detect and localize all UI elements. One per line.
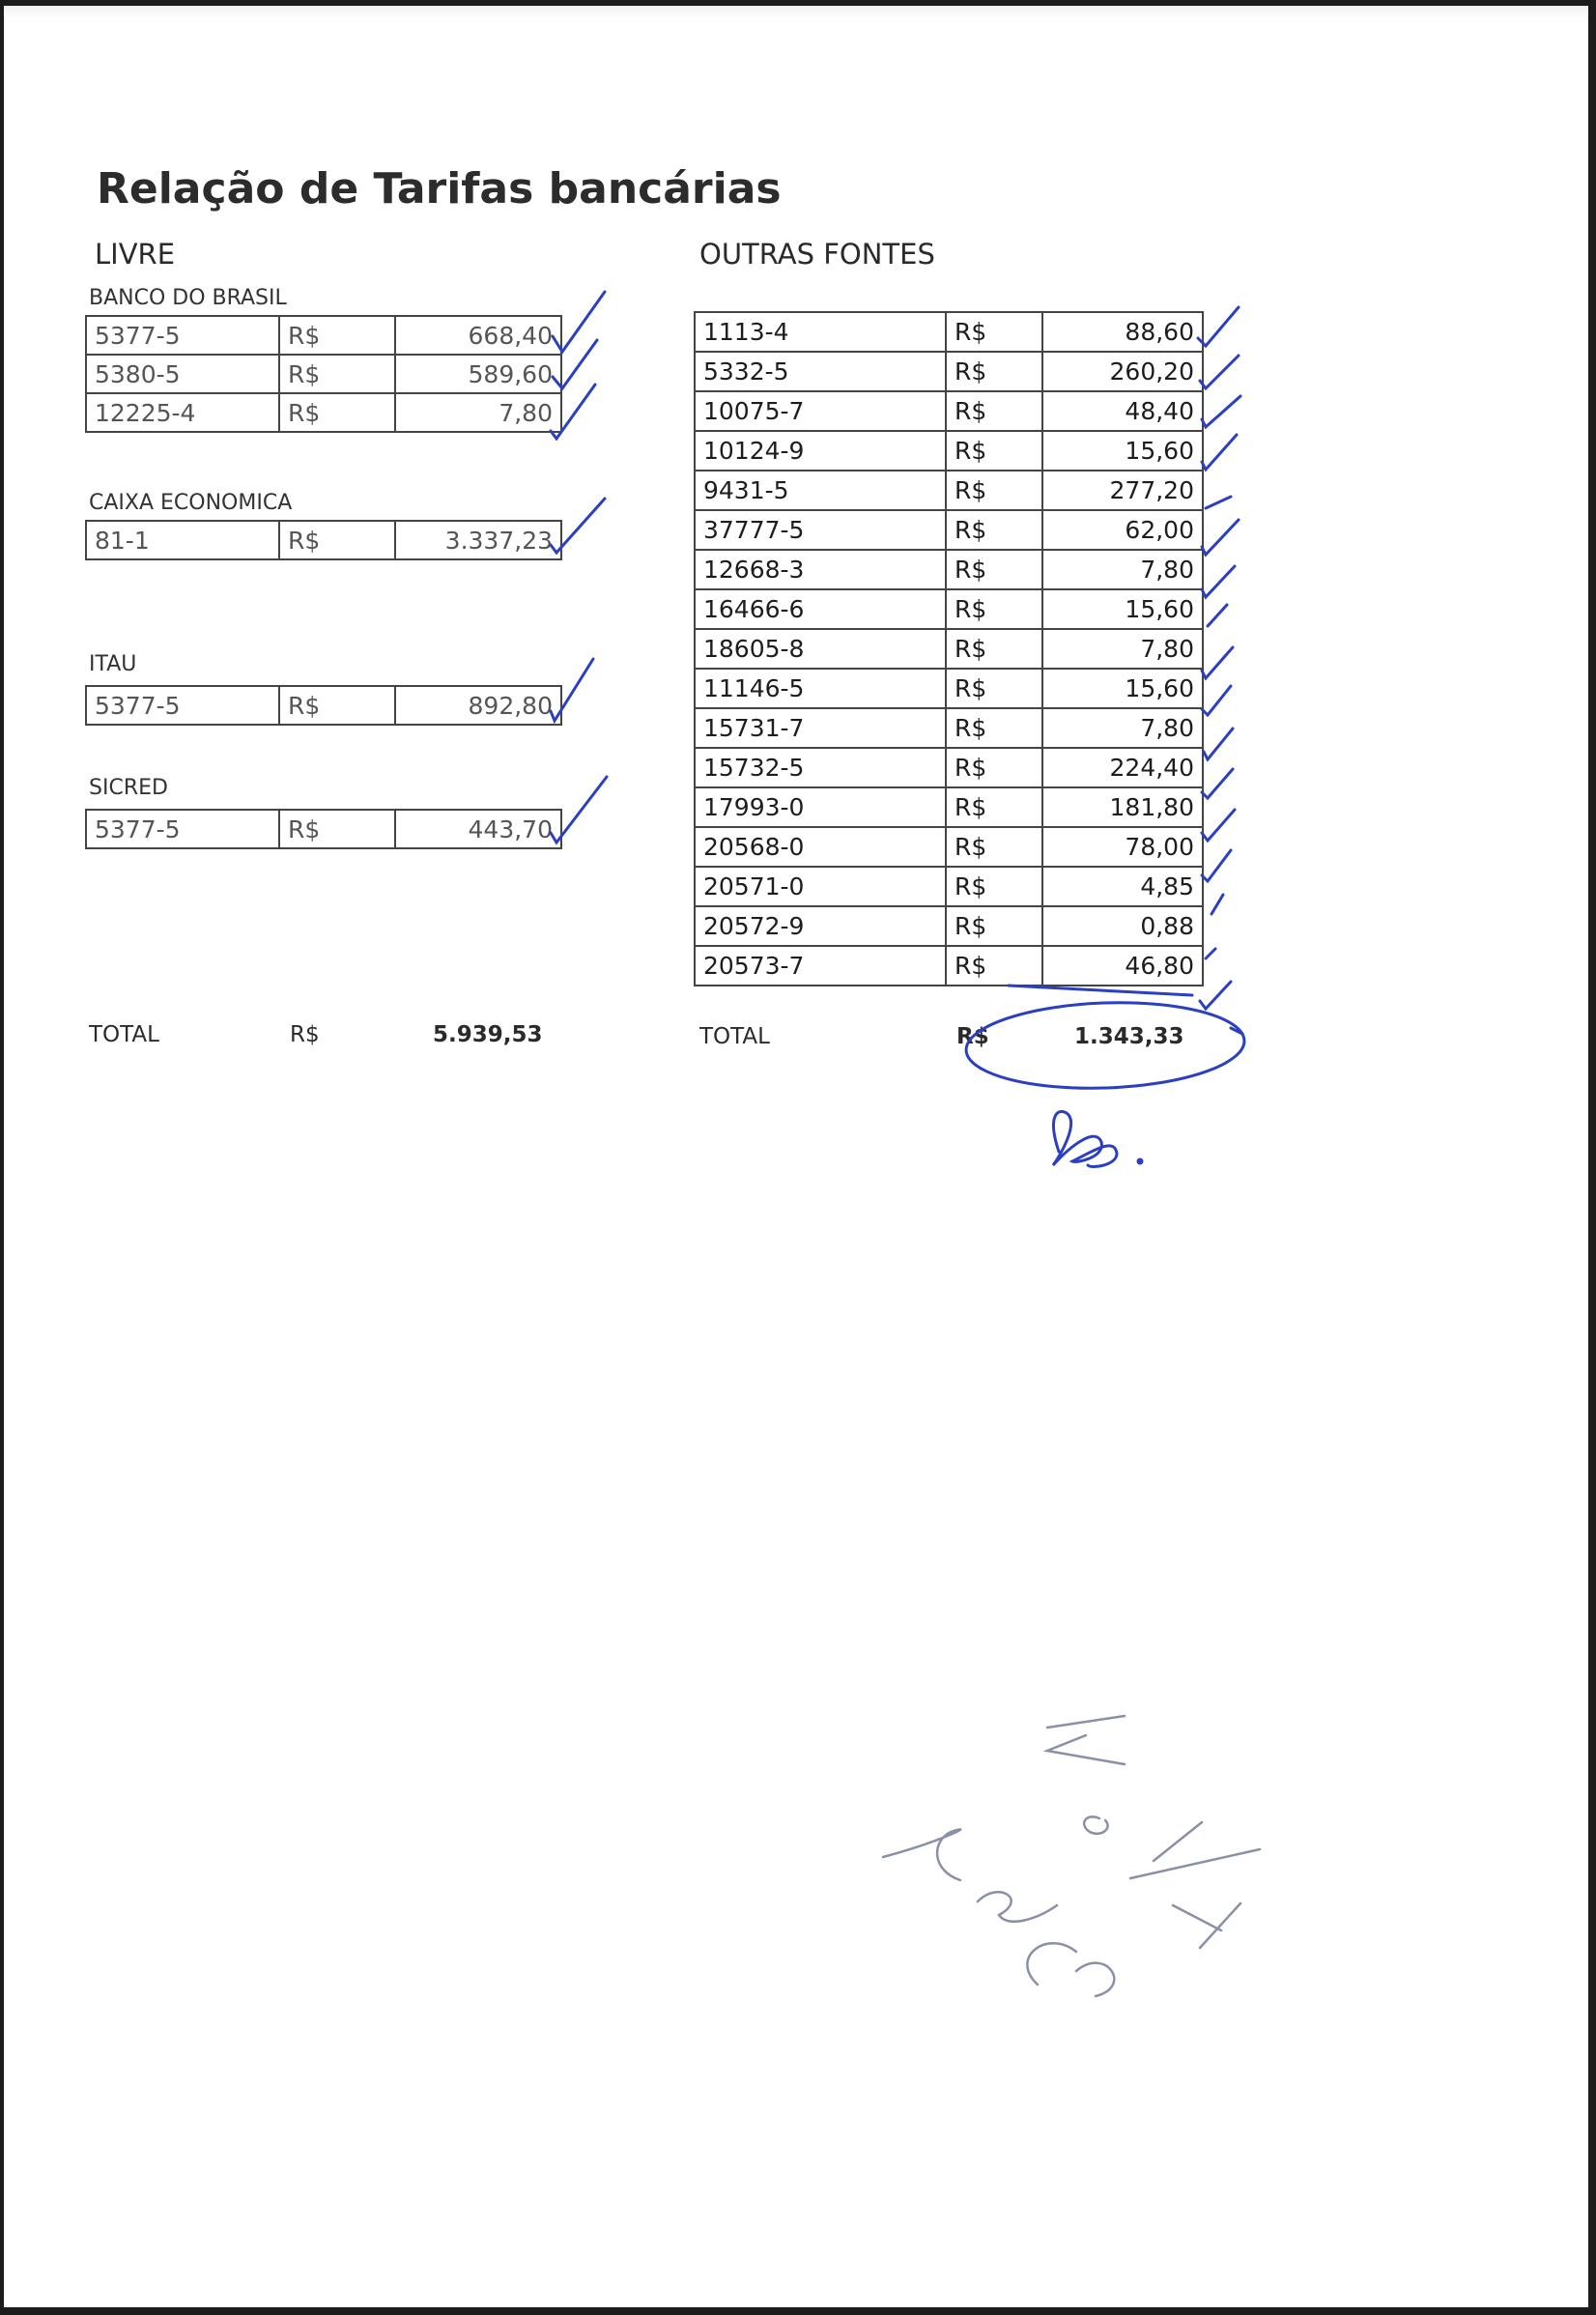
strike-through — [1009, 986, 1192, 995]
amount-cell: 7,80 — [1042, 708, 1203, 748]
account-cell: 12668-3 — [695, 550, 946, 589]
account-cell: 5377-5 — [86, 686, 279, 725]
scanned-page — [4, 6, 1588, 2307]
amount-cell: 3.337,23 — [395, 521, 561, 559]
account-cell: 5377-5 — [86, 810, 279, 848]
currency-cell: R$ — [946, 510, 1042, 550]
table-row — [86, 316, 561, 355]
note-letter — [1084, 1816, 1107, 1833]
amount-cell: 0,88 — [1042, 906, 1203, 946]
table-row — [695, 550, 1203, 589]
currency-cell: R$ — [279, 355, 395, 393]
account-cell: 11146-5 — [695, 669, 946, 708]
currency-cell: R$ — [946, 352, 1042, 391]
checkmark — [1211, 895, 1223, 914]
checkmark — [1206, 497, 1231, 508]
table-row — [695, 946, 1203, 986]
currency-cell: R$ — [946, 431, 1042, 471]
initials — [1053, 1111, 1117, 1166]
currency-cell: R$ — [946, 629, 1042, 669]
table-row — [695, 352, 1203, 391]
table-row — [695, 589, 1203, 629]
itau-table — [85, 685, 562, 726]
page-title: Relação de Tarifas bancárias — [97, 164, 782, 214]
table-row — [695, 708, 1203, 748]
account-cell: 15732-5 — [695, 748, 946, 787]
currency-cell: R$ — [946, 550, 1042, 589]
amount-cell: 7,80 — [1042, 629, 1203, 669]
amount-cell: 7,80 — [395, 393, 561, 432]
checkmark — [1202, 769, 1233, 798]
account-cell: 17993-0 — [695, 787, 946, 827]
pencil-note — [883, 1716, 1260, 1996]
amount-cell: 443,70 — [395, 810, 561, 848]
currency-cell: R$ — [946, 708, 1042, 748]
bank-label-caixa-economica: CAIXA ECONOMICA — [89, 491, 293, 515]
checkmark — [1202, 850, 1231, 881]
currency-cell: R$ — [946, 946, 1042, 986]
table-row — [695, 431, 1203, 471]
amount-cell: 48,40 — [1042, 391, 1203, 431]
currency-cell: R$ — [946, 867, 1042, 906]
checkmark — [1202, 520, 1239, 555]
account-cell: 20573-7 — [695, 946, 946, 986]
checkmark — [1202, 810, 1235, 841]
currency-cell: R$ — [946, 787, 1042, 827]
table-row — [695, 391, 1203, 431]
checkmark — [1204, 729, 1233, 759]
currency-cell: R$ — [946, 589, 1042, 629]
account-cell: 5380-5 — [86, 355, 279, 393]
livre-total-amount: 5.939,53 — [433, 1022, 543, 1047]
note-letters — [1173, 1903, 1240, 1948]
account-cell: 10075-7 — [695, 391, 946, 431]
initials-dot — [1138, 1159, 1142, 1163]
account-cell: 20571-0 — [695, 867, 946, 906]
amount-cell: 181,80 — [1042, 787, 1203, 827]
currency-cell: R$ — [279, 686, 395, 725]
table-row — [695, 669, 1203, 708]
table-row — [86, 521, 561, 559]
currency-cell: R$ — [946, 471, 1042, 510]
amount-cell: 668,40 — [395, 316, 561, 355]
checkmark — [1200, 982, 1231, 1009]
livre-heading: LIVRE — [95, 238, 176, 271]
currency-cell: R$ — [946, 669, 1042, 708]
checkmark — [1202, 435, 1237, 470]
amount-cell: 15,60 — [1042, 669, 1203, 708]
account-cell: 1113-4 — [695, 312, 946, 352]
currency-cell: R$ — [946, 391, 1042, 431]
table-row — [695, 827, 1203, 867]
table-row — [86, 355, 561, 393]
note-letters — [978, 1892, 1057, 1921]
livre-total-label: TOTAL — [89, 1022, 159, 1047]
amount-cell: 15,60 — [1042, 589, 1203, 629]
table-row — [695, 629, 1203, 669]
account-cell: 20568-0 — [695, 827, 946, 867]
amount-cell: 224,40 — [1042, 748, 1203, 787]
checkmark — [1202, 647, 1233, 678]
account-cell: 9431-5 — [695, 471, 946, 510]
currency-cell: R$ — [946, 906, 1042, 946]
sicred-table — [85, 809, 562, 849]
livre-total-currency: R$ — [290, 1022, 320, 1047]
currency-cell: R$ — [946, 312, 1042, 352]
amount-cell: 589,60 — [395, 355, 561, 393]
account-cell: 5332-5 — [695, 352, 946, 391]
outras-total-amount: 1.343,33 — [1074, 1024, 1184, 1049]
amount-cell: 78,00 — [1042, 827, 1203, 867]
note-digit-2 — [1047, 1716, 1125, 1764]
outras-total-label: TOTAL — [699, 1024, 770, 1049]
bank-label-itau: ITAU — [89, 652, 137, 676]
account-cell: 15731-7 — [695, 708, 946, 748]
account-cell: 20572-9 — [695, 906, 946, 946]
amount-cell: 260,20 — [1042, 352, 1203, 391]
checkmark — [1202, 686, 1231, 715]
table-row — [695, 748, 1203, 787]
amount-cell: 277,20 — [1042, 471, 1203, 510]
amount-cell: 892,80 — [395, 686, 561, 725]
checkmark — [1200, 356, 1239, 388]
note-letters — [1130, 1822, 1260, 1878]
amount-cell: 7,80 — [1042, 550, 1203, 589]
outras-total-currency: R$ — [956, 1024, 989, 1049]
caixa-economica-table — [85, 520, 562, 560]
table-row — [695, 906, 1203, 946]
checkmark — [1206, 949, 1215, 958]
amount-cell: 62,00 — [1042, 510, 1203, 550]
table-row — [695, 312, 1203, 352]
amount-cell: 15,60 — [1042, 431, 1203, 471]
checkmark — [1202, 566, 1235, 597]
currency-cell: R$ — [946, 827, 1042, 867]
checkmark — [1202, 396, 1240, 427]
account-cell: 10124-9 — [695, 431, 946, 471]
table-row — [86, 686, 561, 725]
account-cell: 37777-5 — [695, 510, 946, 550]
banco-do-brasil-table — [85, 315, 562, 433]
note-letters — [1027, 1943, 1114, 1996]
bank-label-sicred: SICRED — [89, 776, 168, 800]
account-cell: 18605-8 — [695, 629, 946, 669]
amount-cell: 4,85 — [1042, 867, 1203, 906]
outras-fontes-heading: OUTRAS FONTES — [699, 238, 935, 271]
checkmark — [1198, 307, 1239, 346]
table-row — [86, 810, 561, 848]
account-cell: 81-1 — [86, 521, 279, 559]
account-cell: 12225-4 — [86, 393, 279, 432]
table-row — [695, 787, 1203, 827]
currency-cell: R$ — [946, 748, 1042, 787]
account-cell: 16466-6 — [695, 589, 946, 629]
checkmark — [1208, 605, 1227, 626]
checkmark — [1231, 1028, 1242, 1034]
note-letters — [883, 1829, 960, 1880]
account-cell: 5377-5 — [86, 316, 279, 355]
currency-cell: R$ — [279, 810, 395, 848]
amount-cell: 46,80 — [1042, 946, 1203, 986]
bank-label-banco-do-brasil: BANCO DO BRASIL — [89, 286, 287, 310]
currency-cell: R$ — [279, 316, 395, 355]
table-row — [695, 510, 1203, 550]
scan-edge — [4, 6, 1588, 19]
currency-cell: R$ — [279, 393, 395, 432]
outras-fontes-table — [694, 311, 1204, 986]
table-row — [695, 471, 1203, 510]
table-row — [695, 867, 1203, 906]
table-row — [86, 393, 561, 432]
currency-cell: R$ — [279, 521, 395, 559]
amount-cell: 88,60 — [1042, 312, 1203, 352]
